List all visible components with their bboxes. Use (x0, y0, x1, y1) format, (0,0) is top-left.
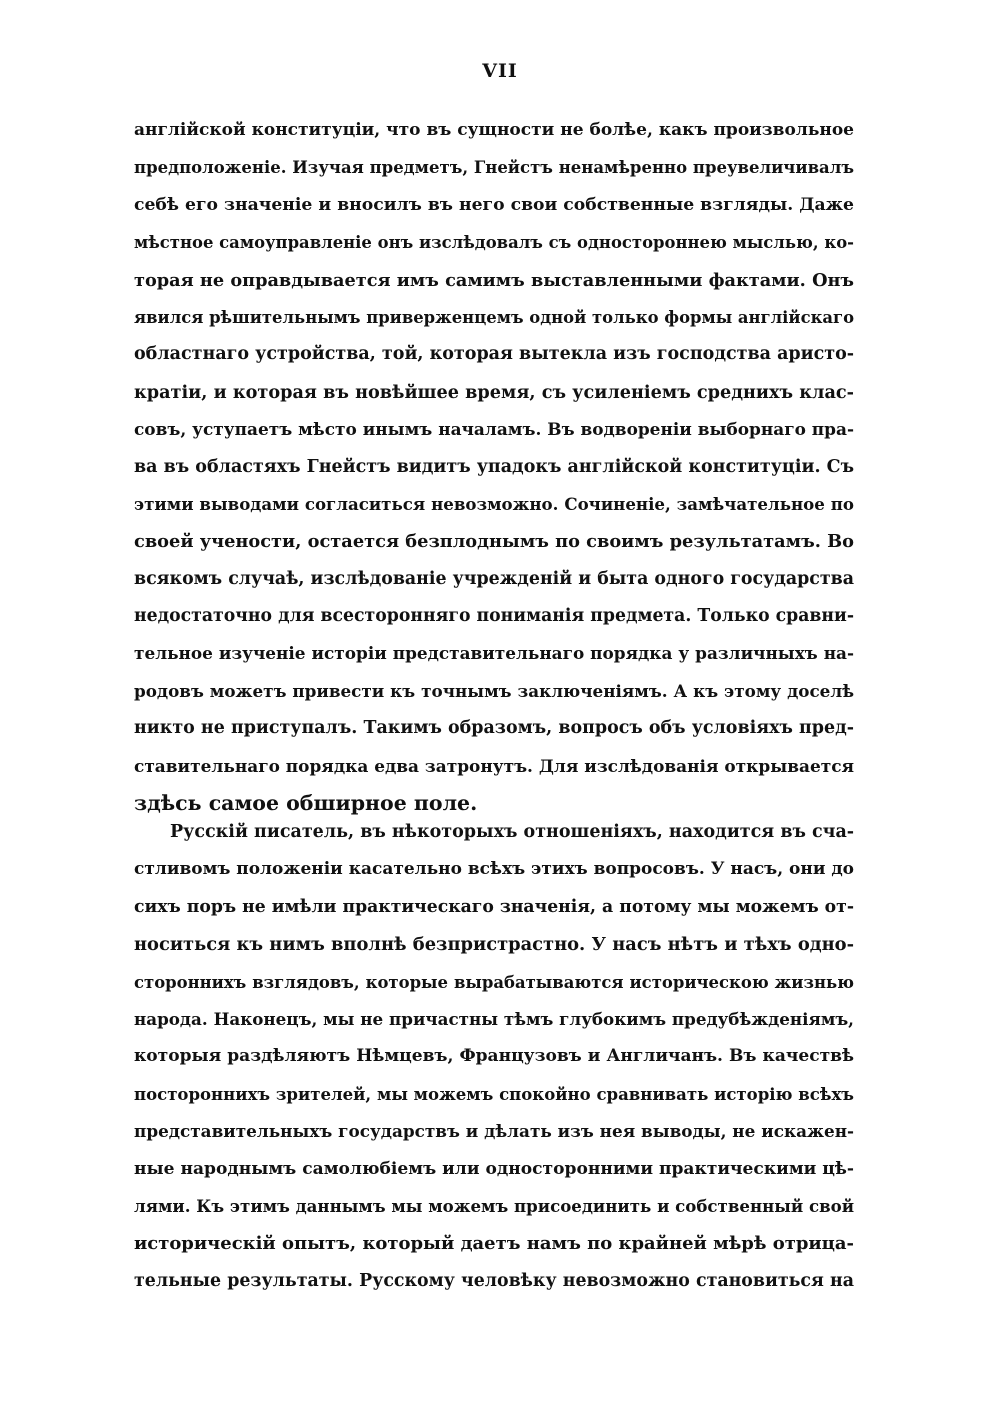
text-line: никто не приступалъ. Такимъ образомъ, вопросъ объ условіяхъ пред- (134, 718, 854, 739)
text-line: кратіи, и которая въ новѣйшее время, съ усиленіемъ среднихъ клас- (134, 381, 854, 403)
paragraph-2 (134, 814, 854, 1300)
text-line: себѣ его значеніе и вносилъ въ него свои собственные взгляды. Даже (134, 194, 854, 215)
text-line: недостаточно для всесторонняго пониманія предмета. Только сравни- (134, 606, 854, 627)
text-line: предположеніе. Изучая предметъ, Гнейстъ ненамѣренно преувеличивалъ (134, 158, 854, 178)
text-line: торая не оправдывается имъ самимъ выставленными фактами. Онъ (134, 269, 854, 291)
text-line: совъ, уступаетъ мѣсто инымъ началамъ. Въ водвореніи выборнаго пра- (134, 419, 854, 440)
text-line: историческій опытъ, который даетъ намъ по крайней мѣрѣ отрица- (134, 1233, 854, 1255)
paragraph-1 (134, 112, 854, 822)
text-line: здѣсь самое обширное поле. (134, 791, 478, 816)
text-line: тельные результаты. Русскому человѣку невозможно становиться на (134, 1270, 854, 1291)
text-line: стороннихъ взглядовъ, которые вырабатываются историческою жизнью (134, 972, 854, 992)
text-line: явился рѣшительнымъ приверженцемъ одной только формы англійскаго (134, 307, 855, 327)
text-line: лями. Къ этимъ даннымъ мы можемъ присоединить и собственный свой (134, 1195, 855, 1216)
text-line: которыя раздѣляютъ Нѣмцевъ, Французовъ и Англичанъ. Въ качествѣ (134, 1046, 854, 1067)
text-line: тельное изученіе исторіи представительнаго порядка у различныхъ на- (134, 643, 854, 664)
page-number: VII (482, 60, 518, 82)
text-line: стливомъ положеніи касательно всѣхъ этихъ вопросовъ. У насъ, они до (134, 859, 854, 880)
text-line: Русскій писатель, въ нѣкоторыхъ отношеніяхъ, находится въ сча- (170, 822, 855, 842)
text-line: ва въ областяхъ Гнейстъ видитъ упадокъ англійской конституціи. Съ (134, 456, 854, 477)
text-line: мѣстное самоуправленіе онъ изслѣдовалъ съ одностороннею мыслью, ко- (134, 233, 854, 253)
text-line: англійской конституціи, что въ сущности не болѣе, какъ произвольное (134, 120, 854, 140)
text-line: сихъ поръ не имѣли практическаго значенія, а потому мы можемъ от- (134, 896, 854, 917)
text-line: народа. Наконецъ, мы не причастны тѣмъ глубокимъ предубѣжденіямъ, (134, 1008, 854, 1029)
text-line: всякомъ случаѣ, изслѣдованіе учрежденій и быта одного государства (134, 568, 854, 589)
text-line: ные народнымъ самолюбіемъ или односторонними практическими цѣ- (134, 1158, 854, 1179)
text-line: этими выводами согласиться невозможно. Сочиненіе, замѣчательное по (134, 493, 854, 514)
text-line: родовъ можетъ привести къ точнымъ заключеніямъ. А къ этому доселѣ (134, 680, 854, 701)
text-line: представительныхъ государствъ и дѣлать изъ нея выводы, не искажен- (134, 1121, 854, 1142)
text-line: носиться къ нимъ вполнѣ безпристрастно. У насъ нѣтъ и тѣхъ одно- (134, 934, 854, 956)
text-line: своей учености, остается безплоднымъ по своимъ результатамъ. Во (134, 531, 854, 553)
text-line: ставительнаго порядка едва затронутъ. Для изслѣдованія открывается (134, 755, 855, 776)
text-line: областнаго устройства, той, которая вытекла изъ господства аристо- (134, 344, 855, 365)
text-line: постороннихъ зрителей, мы можемъ спокойно сравнивать исторію всѣхъ (134, 1083, 854, 1104)
